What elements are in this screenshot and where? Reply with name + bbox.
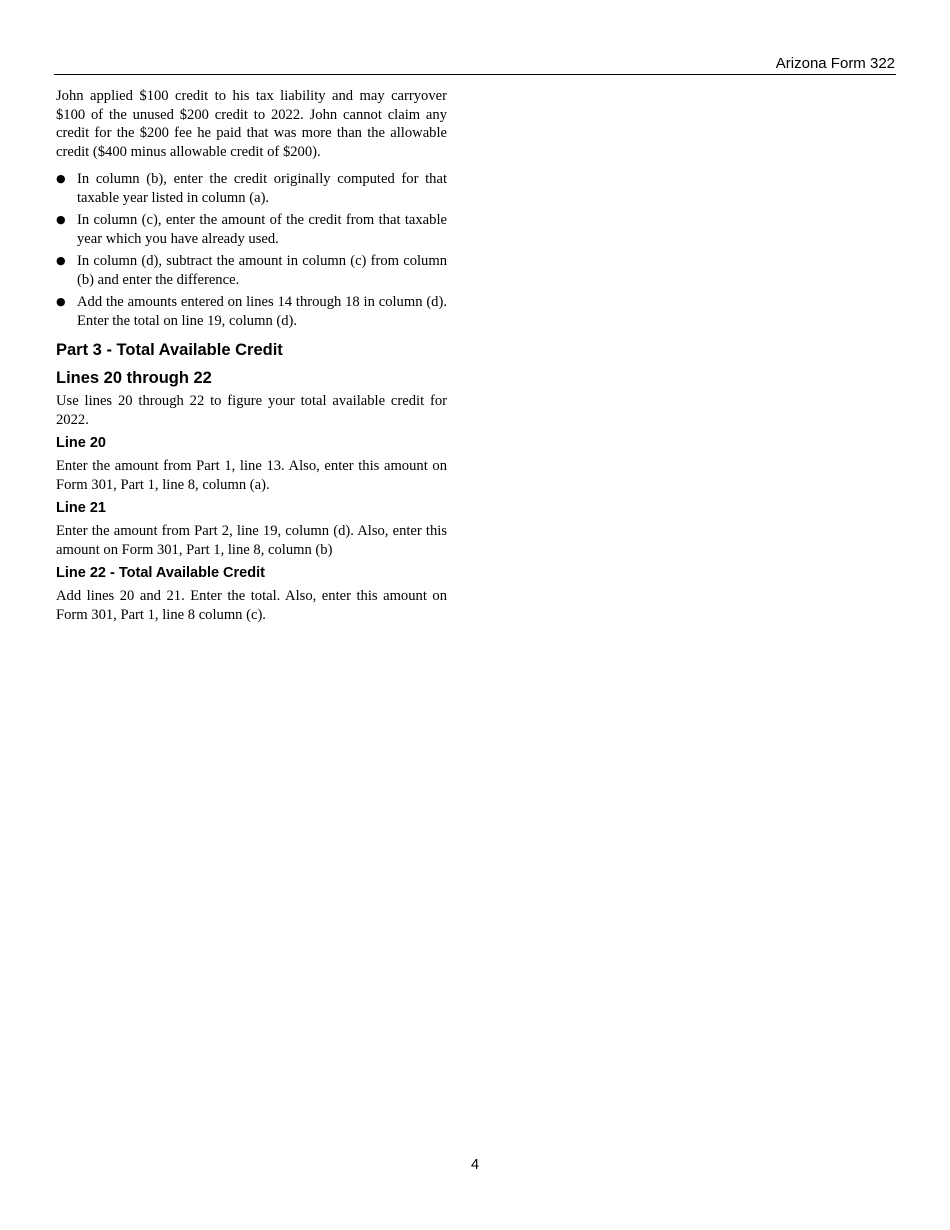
line21-heading: Line 21 <box>56 500 106 516</box>
line20-heading: Line 20 <box>56 435 106 451</box>
list-item <box>56 252 447 289</box>
list-item <box>56 293 447 330</box>
intro-paragraph: John applied $100 credit to his tax liability and may carryover $100 of the unused $200 credit to 2022. John cannot claim any credit for the $200 fee he paid that was more than the allowable credit ($400 minus allowable credit of $200). <box>56 88 447 160</box>
bullet-icon: ● <box>56 213 66 226</box>
line21-text: Enter the amount from Part 2, line 19, column (d). Also, enter this amount on Form 301, Part 1, line 8, column (b) <box>56 523 447 558</box>
list-item <box>56 170 447 207</box>
form-title: Arizona Form 322 <box>775 55 895 72</box>
bullet-icon: ● <box>56 254 66 267</box>
line20-text: Enter the amount from Part 1, line 13. Also, enter this amount on Form 301, Part 1, line 8, column (a). <box>56 458 447 493</box>
list-item <box>56 211 447 248</box>
instruction-list <box>56 170 447 330</box>
lines-20-22-text: Use lines 20 through 22 to figure your total available credit for 2022. <box>56 393 447 428</box>
line22-heading: Line 22 - Total Available Credit <box>56 565 265 581</box>
header-divider <box>54 74 896 75</box>
list-item-text: Add the amounts entered on lines 14 through 18 in column (d). Enter the total on line 19, column (d). <box>77 294 447 329</box>
list-item-text: In column (d), subtract the amount in column (c) from column (b) and enter the difference. <box>77 253 447 288</box>
left-column <box>56 87 447 624</box>
line22-text: Add lines 20 and 21. Enter the total. Also, enter this amount on Form 301, Part 1, line 8 column (c). <box>56 588 447 623</box>
bullet-icon: ● <box>56 295 66 308</box>
list-item-text: In column (c), enter the amount of the credit from that taxable year which you have already used. <box>77 212 447 247</box>
part3-heading: Part 3 - Total Available Credit <box>56 341 283 359</box>
list-item-text: In column (b), enter the credit originally computed for that taxable year listed in column (a). <box>77 171 447 206</box>
bullet-icon: ● <box>56 172 66 185</box>
lines-20-22-heading: Lines 20 through 22 <box>56 369 212 387</box>
page-number: 4 <box>470 1157 480 1173</box>
